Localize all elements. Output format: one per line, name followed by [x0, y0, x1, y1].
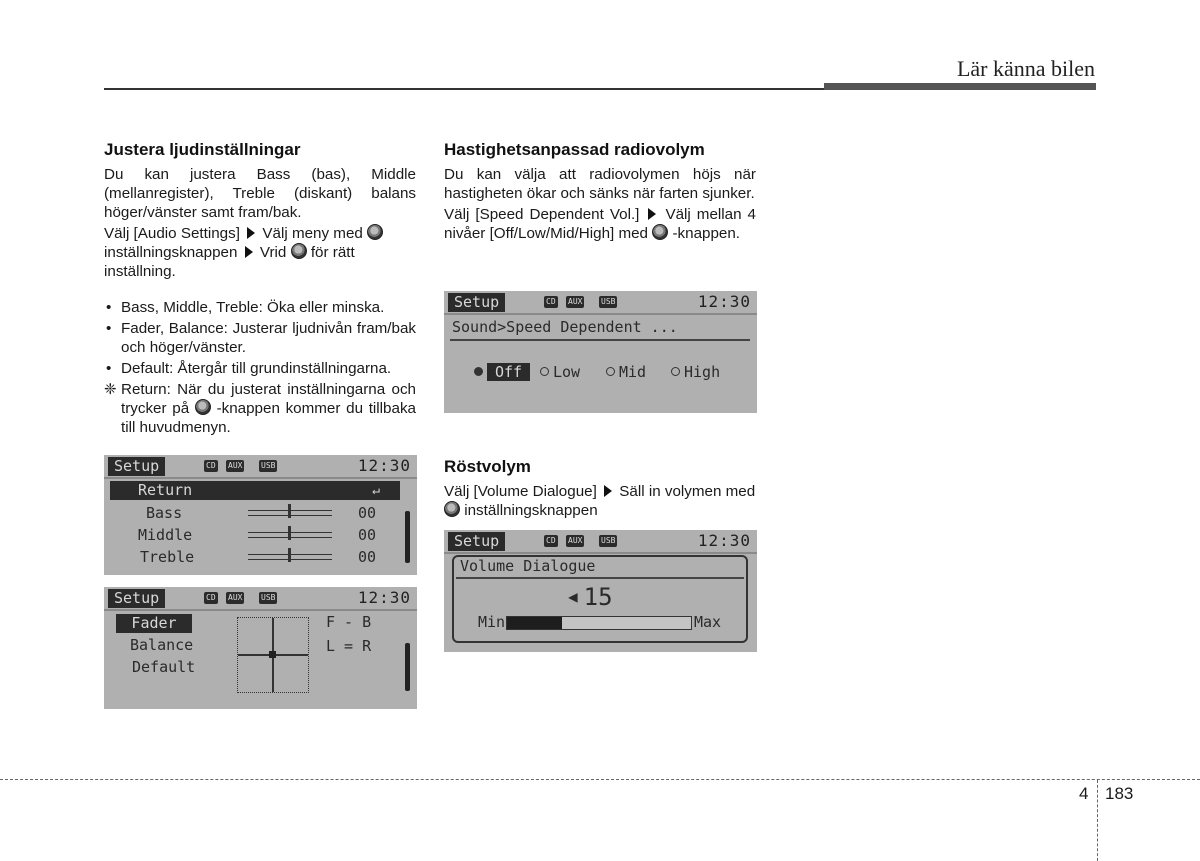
header-rule — [104, 88, 824, 90]
header-rule-accent — [824, 83, 1096, 90]
menu-item-middle[interactable]: Middle — [138, 526, 193, 544]
chapter-number: 4 — [1079, 784, 1089, 803]
option-label: Mid — [619, 363, 647, 381]
setup-label: Setup — [448, 293, 505, 312]
clock: 12:30 — [357, 456, 411, 475]
knob-icon — [195, 399, 211, 415]
bullet-item — [104, 298, 416, 317]
menu-path: Sound>Speed Dependent ... — [452, 318, 678, 336]
knob-icon — [444, 501, 460, 517]
volume-dialog-box — [452, 555, 748, 643]
setup-label: Setup — [108, 589, 165, 608]
bullet-item — [104, 319, 416, 357]
instr-part: för rätt inställning. — [104, 244, 355, 280]
option-label: Off — [487, 363, 530, 381]
bass-slider[interactable] — [248, 510, 332, 516]
slider-handle[interactable] — [288, 526, 291, 540]
section-heading-speed: Hastighetsanpassad radiovolym — [444, 140, 705, 159]
option-high[interactable] — [671, 363, 720, 381]
menu-item-treble[interactable]: Treble — [140, 548, 195, 566]
screen-fader-balance — [104, 587, 417, 709]
option-low[interactable] — [540, 363, 580, 381]
cd-tag: CD — [206, 593, 216, 602]
instr-part: Välj meny med — [262, 225, 363, 242]
usb-tag: USB — [601, 536, 616, 545]
arrow-right-icon — [247, 227, 255, 239]
instr-part: Välj mellan 4 nivåer [Off/Low/Mid/High] med — [444, 206, 757, 242]
note-text: Return: När du justerat inställningarna och trycker på — [121, 381, 416, 417]
footer-divider — [1097, 780, 1098, 861]
instr-part: Välj [Volume Dialogue] — [444, 483, 597, 500]
bullet-text: Default: Återgår till grundinställningarna. — [121, 360, 392, 377]
menu-item-bass[interactable]: Bass — [146, 504, 183, 522]
aux-tag: AUX — [568, 297, 583, 306]
arrow-right-icon — [648, 208, 656, 220]
arrow-right-icon — [604, 485, 612, 497]
radio-icon — [540, 367, 549, 376]
instr-part: -knappen. — [672, 225, 741, 242]
speed-instructions — [444, 205, 756, 243]
setup-label: Setup — [108, 457, 165, 476]
instr-part: inställningsknappen — [104, 244, 238, 261]
menu-item-balance[interactable]: Balance — [130, 636, 194, 654]
audio-bullets — [104, 298, 416, 437]
slider-handle[interactable] — [288, 504, 291, 518]
usb-tag: USB — [261, 593, 276, 602]
speaker-icon: ◀ — [568, 587, 578, 606]
slider-handle[interactable] — [288, 548, 291, 562]
option-label: High — [684, 363, 721, 381]
volume-title: Volume Dialogue — [460, 557, 596, 575]
footer-rule — [0, 779, 1200, 780]
cd-tag: CD — [206, 461, 216, 470]
volume-value: 15 — [583, 583, 613, 611]
bullet-mark: • — [106, 360, 112, 377]
setup-label: Setup — [448, 532, 505, 551]
screen-audio-settings — [104, 455, 417, 575]
option-off[interactable] — [474, 363, 530, 381]
instr-part: Välj [Speed Dependent Vol.] — [444, 206, 640, 223]
aux-tag: AUX — [228, 461, 243, 470]
instr-part: Säll in volymen med — [619, 483, 756, 500]
usb-tag: USB — [261, 461, 276, 470]
note-mark: ❈ — [104, 381, 117, 398]
fader-grid[interactable] — [237, 617, 309, 693]
section-heading-audio: Justera ljudinställningar — [104, 140, 301, 159]
clock: 12:30 — [357, 588, 411, 607]
volume-bar[interactable] — [506, 616, 692, 630]
clock: 12:30 — [697, 531, 751, 550]
note-item — [104, 380, 416, 437]
aux-tag: AUX — [568, 536, 583, 545]
voice-instructions — [444, 482, 756, 520]
speed-text — [444, 165, 756, 243]
bass-value: 00 — [358, 504, 377, 522]
menu-item-return[interactable] — [110, 481, 400, 500]
bullet-mark: • — [106, 299, 112, 316]
screen-speed-dependent — [444, 291, 757, 413]
knob-icon — [291, 243, 307, 259]
divider — [456, 577, 744, 579]
position-marker — [269, 651, 276, 658]
fader-readout: F - B — [326, 613, 372, 631]
cd-tag: CD — [546, 297, 556, 306]
scrollbar[interactable] — [405, 511, 410, 563]
return-arrow-icon: ↵ — [372, 483, 380, 498]
usb-tag: USB — [601, 297, 616, 306]
middle-slider[interactable] — [248, 532, 332, 538]
bullet-mark: • — [106, 320, 112, 337]
clock: 12:30 — [697, 292, 751, 311]
page-header-title: Lär känna bilen — [956, 56, 1095, 81]
radio-selected-icon — [474, 367, 483, 376]
menu-item-default[interactable]: Default — [132, 658, 196, 676]
arrow-right-icon — [245, 246, 253, 258]
menu-item-fader[interactable]: Fader — [116, 614, 192, 633]
volume-bar-fill — [507, 617, 562, 629]
speed-intro: Du kan välja att radiovolymen höjs när hastigheten ökar och sänks när farten sjunker. — [444, 166, 756, 202]
bullet-text: Bass, Middle, Treble: Öka eller minska. — [121, 299, 385, 316]
note-text: -knappen kommer du tillbaka till huvudmenyn. — [121, 400, 416, 436]
bullet-item — [104, 359, 416, 378]
middle-value: 00 — [358, 526, 377, 544]
audio-intro-text: Du kan justera Bass (bas), Middle (mellanregister), Treble (diskant) balans höger/vänster samt fram/bak. — [104, 166, 416, 221]
menu-item-label: Return — [138, 481, 193, 499]
knob-icon — [367, 224, 383, 240]
column-left — [104, 140, 416, 439]
treble-slider[interactable] — [248, 554, 332, 560]
balance-readout: L = R — [326, 637, 372, 655]
volume-readout — [568, 583, 613, 611]
knob-icon — [652, 224, 668, 240]
scrollbar[interactable] — [405, 643, 410, 691]
audio-instructions — [104, 224, 416, 281]
radio-icon — [606, 367, 615, 376]
instr-part: inställningsknappen — [464, 502, 598, 519]
section-voice-volume — [444, 457, 756, 520]
divider — [450, 339, 750, 341]
aux-tag: AUX — [228, 593, 243, 602]
instr-part: Vrid — [259, 244, 287, 261]
option-mid[interactable] — [606, 363, 646, 381]
screen-volume-dialogue — [444, 530, 757, 652]
column-right — [444, 140, 756, 243]
page-number: 183 — [1105, 784, 1134, 803]
volume-min-label: Min — [478, 613, 506, 631]
volume-max-label: Max — [694, 613, 722, 631]
treble-value: 00 — [358, 548, 377, 566]
audio-intro — [104, 165, 416, 281]
section-heading-voice: Röstvolym — [444, 457, 531, 476]
bullet-text: Fader, Balance: Justerar ljudnivån fram/bak och höger/vänster. — [121, 320, 416, 356]
instr-part: Välj [Audio Settings] — [104, 225, 240, 242]
radio-icon — [671, 367, 680, 376]
option-label: Low — [553, 363, 581, 381]
cd-tag: CD — [546, 536, 556, 545]
